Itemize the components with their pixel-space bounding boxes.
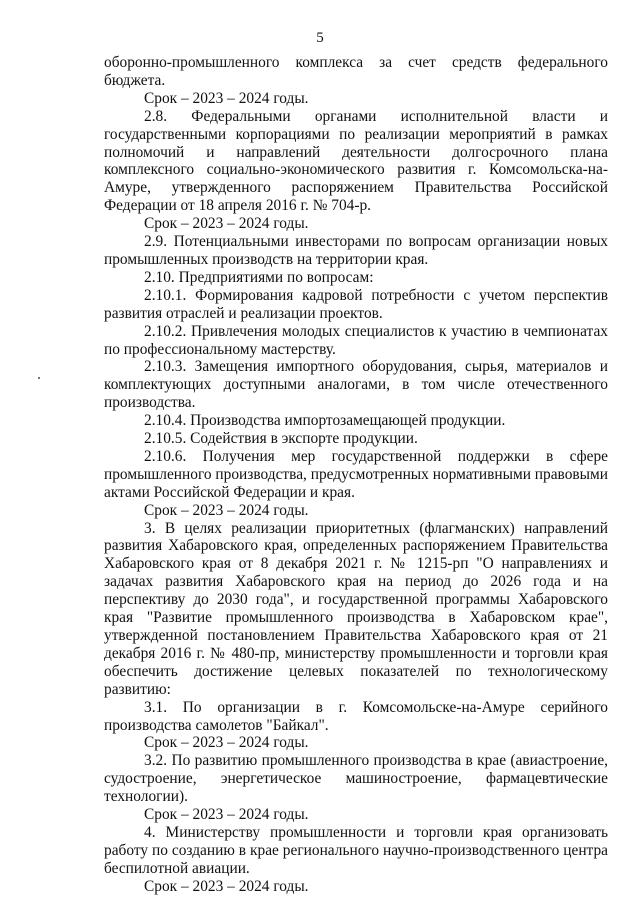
paragraph: 2.10.1. Формирования кадровой потребности с учетом перспектив развития отраслей и реализации проектов. bbox=[104, 286, 608, 322]
paragraph: 2.8. Федеральными органами исполнительной власти и государственными корпорациями по реализации мероприятий в рамках полномочий и направлений деятельности долгосрочного плана комплексного социально-экономического развития г. Комсомольска-на-Амуре, утвержденного распоряжением Правительства Российской Федерации от 18 апреля 2016 г. № 704-р. bbox=[104, 107, 608, 215]
deadline-line: Срок – 2023 – 2024 годы. bbox=[144, 877, 309, 895]
paragraph: 2.10.5. Содействия в экспорте продукции. bbox=[144, 430, 418, 448]
paragraph: 2.10.3. Замещения импортного оборудования, сырья, материалов и комплектующих доступными аналогами, в том числе отечественного производства. bbox=[104, 358, 608, 412]
paragraph: 4. Министерству промышленности и торговли края организовать работу по созданию в крае регионального научно-производственного центра беспилотной авиации. bbox=[104, 823, 608, 877]
deadline-line: Срок – 2023 – 2024 годы. bbox=[144, 806, 309, 824]
paragraph: 3.1. По организации в г. Комсомольске-на-Амуре серийного производства самолетов "Байкал". bbox=[104, 698, 608, 734]
document-body bbox=[104, 54, 608, 896]
paragraph: 3. В целях реализации приоритетных (флагманских) направлений развития Хабаровского края, определенных распоряжением Правительства Хабаровского края от 8 декабря 2021 г. № 1215-рп "О направлениях и задачах развития Хабаровского края на период до 2026 года и на перспективу до 2030 года", и государственной программы Хабаровского края "Развитие промышленного производства в Хабаровском крае", утвержденной постановлением Правительства Хабаровского края от 21 декабря 2016 г. № 480-пр, министерству промышленности и торговли края обеспечить достижение целевых показателей по технологическому развитию: bbox=[104, 519, 608, 698]
paragraph: 2.10.2. Привлечения молодых специалистов к участию в чемпионатах по профессиональному мастерству. bbox=[104, 322, 608, 358]
paragraph: 2.9. Потенциальными инвесторами по вопросам организации новых промышленных производств на территории края. bbox=[104, 233, 608, 268]
page-number: 5 bbox=[316, 30, 324, 46]
paragraph: 2.10.4. Производства импортозамещающей продукции. bbox=[144, 412, 506, 430]
paragraph: оборонно-промышленного комплекса за счет средств федерального бюджета. bbox=[104, 54, 608, 89]
paragraph: 2.10.6. Получения мер государственной поддержки в сфере промышленного производства, предусмотренных нормативными правовыми актами Российской Федерации и края. bbox=[104, 447, 608, 501]
deadline-line: Срок – 2023 – 2024 годы. bbox=[144, 501, 309, 519]
paragraph: 2.10. Предприятиями по вопросам: bbox=[144, 268, 374, 286]
margin-mark bbox=[38, 377, 40, 379]
deadline-line: Срок – 2023 – 2024 годы. bbox=[144, 89, 309, 107]
paragraph: 3.2. По развитию промышленного производства в крае (авиастроение, судостроение, энергетическое машиностроение, фармацевтические технологии). bbox=[104, 752, 608, 806]
deadline-line: Срок – 2023 – 2024 годы. bbox=[144, 734, 309, 752]
deadline-line: Срок – 2023 – 2024 годы. bbox=[144, 215, 309, 233]
